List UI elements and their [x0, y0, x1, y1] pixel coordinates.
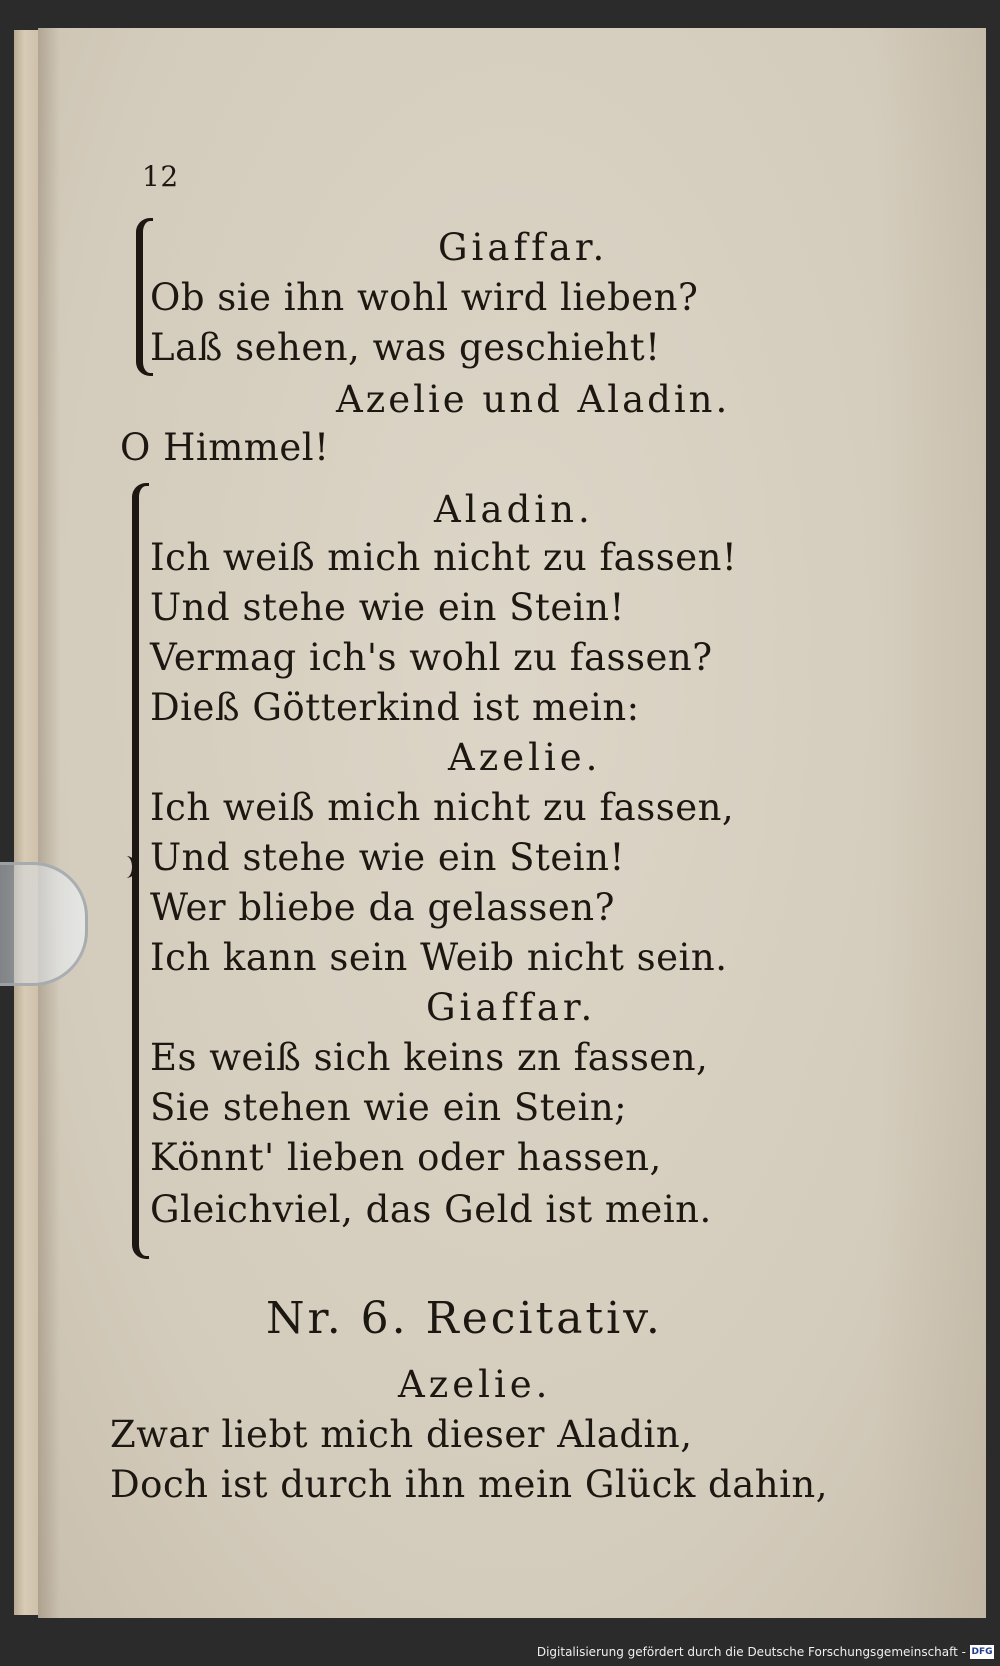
- dfg-logo-icon: DFG: [971, 1647, 993, 1657]
- page-edge: [14, 30, 41, 1615]
- verse-line: Könnt' lieben oder hassen,: [150, 1136, 662, 1179]
- section-heading: Nr. 6. Recitativ.: [266, 1293, 663, 1344]
- footer-bar: [0, 1634, 1000, 1666]
- verse-line: Ich kann sein Weib nicht sein.: [150, 936, 728, 979]
- speaker-giaffar: Giaffar.: [426, 986, 597, 1029]
- footer-credit: Digitalisierung gefördert durch die Deutsche Forschungsgemeinschaft -: [536, 1645, 966, 1659]
- verse-line: Vermag ich's wohl zu fassen?: [150, 636, 713, 679]
- verse-line: Doch ist durch ihn mein Glück dahin,: [110, 1463, 829, 1506]
- verse-line: O Himmel!: [120, 426, 330, 469]
- speaker-aladin: Aladin.: [434, 488, 594, 531]
- verse-line: Laß sehen, was geschieht!: [150, 326, 661, 369]
- book-page: [38, 28, 986, 1618]
- verse-line: Ob sie ihn wohl wird lieben?: [150, 276, 699, 319]
- verse-line: Dieß Götterkind ist mein:: [150, 686, 640, 729]
- verse-line: Ich weiß mich nicht zu fassen,: [150, 786, 735, 829]
- verse-line: Es weiß sich keins zn fassen,: [150, 1036, 709, 1079]
- verse-line: Gleichviel, das Geld ist mein.: [150, 1188, 712, 1231]
- gutter-shadow: [38, 28, 60, 1618]
- speaker-giaffar: Giaffar.: [438, 226, 609, 269]
- speaker-azelie-aladin: Azelie und Aladin.: [336, 378, 731, 421]
- speaker-azelie: Azelie.: [448, 736, 602, 779]
- verse-line: Und stehe wie ein Stein!: [150, 836, 625, 879]
- verse-line: Ich weiß mich nicht zu fassen!: [150, 536, 738, 579]
- verse-line: Zwar liebt mich dieser Aladin,: [110, 1413, 693, 1456]
- verse-line: Und stehe wie ein Stein!: [150, 586, 625, 629]
- bleed-through: [876, 28, 986, 1618]
- speaker-azelie: Azelie.: [398, 1363, 552, 1406]
- verse-line: Wer bliebe da gelassen?: [150, 886, 615, 929]
- page-number: 12: [142, 160, 179, 193]
- verse-line: Sie stehen wie ein Stein;: [150, 1086, 628, 1129]
